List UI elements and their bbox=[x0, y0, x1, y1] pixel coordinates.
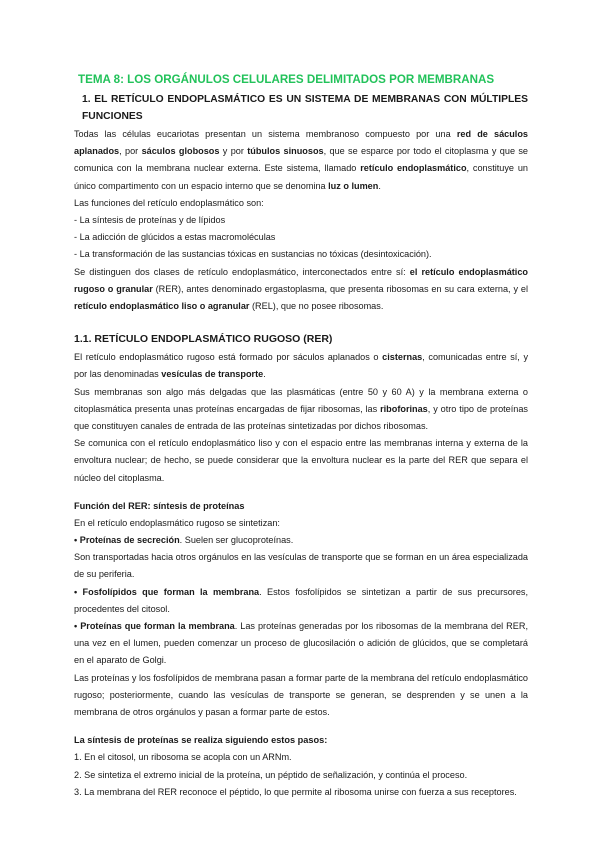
rer-function-heading: Función del RER: síntesis de proteínas bbox=[74, 500, 245, 511]
functions-intro: Las funciones del retículo endoplasmático son: bbox=[74, 197, 264, 208]
text-segment: Las proteínas y los fosfolípidos de membrana pasan a formar parte de la membrana del retículo endoplasmático rugoso; posteriormente, cuando las vesículas de transporte se generan, se desprenden y se unen a la membrana de otros orgánulos y pasan a formar parte de estos. bbox=[74, 672, 528, 718]
section-1-heading: 1. EL RETÍCULO ENDOPLASMÁTICO ES UN SISTEMA DE MEMBRANAS CON MÚLTIPLES FUNCIONES bbox=[82, 94, 528, 122]
text-segment: , constituye un único compartimento con un espacio interno que se denomina bbox=[74, 163, 529, 191]
bold-term: túbulos sinuosos bbox=[247, 146, 324, 157]
secretion-proteins-item bbox=[74, 532, 528, 549]
function-item: - La adicción de glúcidos a estas macromoléculas bbox=[74, 232, 276, 243]
text-segment: , y otro tipo de proteínas que constituyen canales de entrada de las proteínas sintetizadas por dichos ribosomas. bbox=[74, 403, 528, 432]
text-segment: , que se esparce por todo el citoplasma y que se comunica con la membrana nuclear externa. Este sistema, llamado bbox=[74, 146, 529, 174]
text-segment: . bbox=[263, 369, 266, 380]
text-segment: Son transportadas hacia otros orgánulos en las vesículas de transporte que se forman en un área especializada de su periferia. bbox=[74, 552, 528, 580]
rer-paragraph-1 bbox=[74, 349, 528, 383]
bold-term: • Proteínas que forman la membrana bbox=[74, 621, 235, 632]
bold-term: • Proteínas de secreción bbox=[74, 535, 180, 546]
text-segment: y por bbox=[219, 146, 248, 157]
text-segment: , comunicadas entre sí, y por las denominadas bbox=[74, 352, 529, 380]
rer-function-intro: En el retículo endoplasmático rugoso se sintetizan: bbox=[74, 517, 280, 528]
bold-term: red de sáculos aplanados bbox=[74, 129, 528, 157]
text-segment: . Las proteínas generadas por los ribosomas de la membrana del RER, una vez en el lumen, pueden comenzar un proceso de glucosilación o adición de glúcidos, que se completará en el aparato de Golgi. bbox=[74, 621, 528, 666]
bold-term: retículo endoplasmático bbox=[360, 163, 467, 174]
section-1-paragraph-1 bbox=[74, 126, 528, 195]
rer-paragraph-2 bbox=[74, 384, 528, 436]
bold-term: retículo endoplasmático liso o agranular bbox=[74, 301, 250, 312]
synthesis-step: 2. Se sintetiza el extremo inicial de la proteína, un péptido de señalización, y continúa el proceso. bbox=[74, 769, 468, 780]
text-segment: (RER), antes denominado ergastoplasma, que presenta ribosomas en su cara externa, y el bbox=[152, 283, 528, 294]
text-segment: Sus membranas son algo más delgadas que las plasmáticas (entre 50 y 60 A) y la membrana externa o citoplasmática presenta unas proteínas encargadas de fijar ribosomas, las bbox=[74, 386, 528, 414]
bold-term: sáculos globosos bbox=[141, 146, 220, 157]
synthesis-step: 1. En el citosol, un ribosoma se acopla con un ARNm. bbox=[74, 752, 292, 763]
text-segment: (REL), que no posee ribosomas. bbox=[249, 301, 384, 312]
text-segment: , por bbox=[119, 146, 142, 157]
text-segment: Se comunica con el retículo endoplasmático liso y con el espacio entre las membranas interna y externa de la envoltura nuclear; de hecho, se puede considerar que la envoltura nuclear es la parte del RER que separa el núcleo del citoplasma. bbox=[74, 438, 528, 483]
secretion-proteins-text bbox=[74, 549, 528, 583]
text-segment: . bbox=[378, 180, 381, 191]
text-segment: Todas las células eucariotas presentan un sistema membranoso compuesto por una bbox=[74, 129, 457, 139]
rer-paragraph-3 bbox=[74, 435, 528, 487]
bold-term: cisternas bbox=[382, 352, 423, 363]
rer-function-closing bbox=[74, 670, 528, 722]
section-1-1-heading: 1.1. RETÍCULO ENDOPLASMÁTICO RUGOSO (RER) bbox=[74, 333, 333, 346]
bold-term: • Fosfolípidos que forman la membrana bbox=[74, 586, 260, 597]
document-title: TEMA 8: LOS ORGÁNULOS CELULARES DELIMITADOS POR MEMBRANAS bbox=[78, 73, 495, 86]
synthesis-step: 3. La membrana del RER reconoce el péptido, lo que permite al ribosoma unirse con fuerza a sus receptores. bbox=[74, 786, 517, 797]
section-1-paragraph-2 bbox=[74, 264, 528, 316]
function-item: - La síntesis de proteínas y de lípidos bbox=[74, 215, 226, 226]
bold-term: el retículo endoplasmático rugoso o granular bbox=[74, 266, 528, 294]
bold-term: luz o lumen bbox=[328, 180, 379, 191]
function-item: - La transformación de las sustancias tóxicas en sustancias no tóxicas (desintoxicación). bbox=[74, 249, 432, 260]
synthesis-steps-heading: La síntesis de proteínas se realiza siguiendo estos pasos: bbox=[74, 735, 328, 746]
text-segment: Se distinguen dos clases de retículo endoplasmático, interconectados entre sí: bbox=[74, 266, 410, 277]
text-segment: El retículo endoplasmático rugoso está formado por sáculos aplanados o bbox=[74, 352, 383, 363]
membrane-proteins-item bbox=[74, 618, 528, 670]
text-segment: . Suelen ser glucoproteínas. bbox=[179, 535, 294, 546]
bold-term: riboforinas bbox=[380, 403, 428, 414]
bold-term: vesículas de transporte bbox=[161, 369, 264, 380]
text-segment: . Estos fosfolípidos se sintetizan a partir de sus precursores, procedentes del citosol. bbox=[74, 586, 528, 614]
phospholipids-item bbox=[74, 584, 528, 618]
